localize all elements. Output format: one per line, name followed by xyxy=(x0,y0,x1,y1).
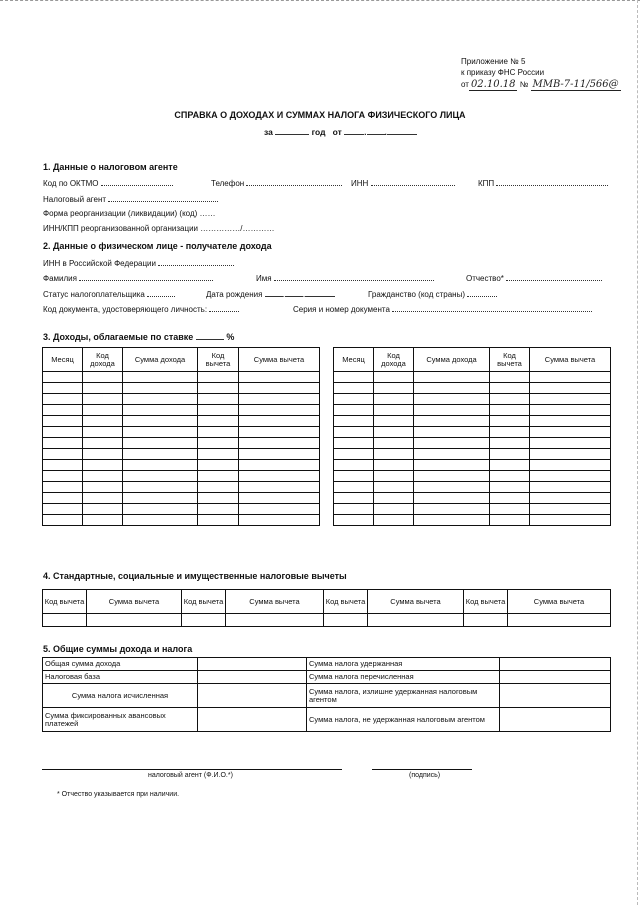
income-row xyxy=(334,416,611,427)
surname-field[interactable] xyxy=(79,273,213,281)
income-cell[interactable] xyxy=(83,471,123,482)
income-cell[interactable] xyxy=(334,438,374,449)
doc-code-label: Код документа, удостоверяющего личность: xyxy=(43,305,208,314)
patronymic-label: Отчество* xyxy=(466,274,504,283)
status-field[interactable] xyxy=(147,289,175,297)
doc-series-label: Серия и номер документа xyxy=(293,305,390,314)
income-cell[interactable] xyxy=(83,416,123,427)
income-cell[interactable] xyxy=(414,493,490,504)
income-cell[interactable] xyxy=(83,504,123,515)
s1-reorg-form: Форма реорганизации (ликвидации) (код) …… xyxy=(43,209,216,218)
income-cell[interactable] xyxy=(43,471,83,482)
income-cell[interactable] xyxy=(414,394,490,405)
income-cell[interactable] xyxy=(83,394,123,405)
income-cell[interactable] xyxy=(414,449,490,460)
appendix-date-handwritten: 02.10.18 xyxy=(470,79,516,90)
income-cell[interactable] xyxy=(530,504,611,515)
income-cell[interactable] xyxy=(83,438,123,449)
income-cell[interactable] xyxy=(198,482,239,493)
income-row xyxy=(334,504,611,515)
deduction-code-header: Код вычета xyxy=(464,590,508,614)
income-row xyxy=(43,372,320,383)
income-cell[interactable] xyxy=(414,515,490,526)
income-cell[interactable] xyxy=(123,372,198,383)
tax-transferred-label: Сумма налога перечисленная xyxy=(307,671,500,684)
patronymic-field[interactable] xyxy=(506,273,602,281)
income-cell[interactable] xyxy=(530,416,611,427)
income-cell[interactable] xyxy=(530,460,611,471)
col-deduction-code: Код вычета xyxy=(198,348,239,372)
col-deduction-sum: Сумма вычета xyxy=(239,348,320,372)
income-cell[interactable] xyxy=(334,394,374,405)
income-row xyxy=(334,405,611,416)
scan-right-edge xyxy=(637,0,638,905)
income-cell[interactable] xyxy=(374,460,414,471)
income-cell[interactable] xyxy=(239,493,320,504)
income-cell[interactable] xyxy=(530,383,611,394)
dob-label: Дата рождения xyxy=(206,290,263,299)
income-cell[interactable] xyxy=(83,482,123,493)
income-cell[interactable] xyxy=(334,449,374,460)
income-cell[interactable] xyxy=(83,383,123,394)
signature-line[interactable] xyxy=(372,769,472,770)
col-deduction-code: Код вычета xyxy=(490,348,530,372)
deduction-sum-header: Сумма вычета xyxy=(87,590,182,614)
income-cell[interactable] xyxy=(530,438,611,449)
col-income-sum: Сумма дохода xyxy=(414,348,490,372)
income-row xyxy=(334,438,611,449)
s1-inn xyxy=(351,178,455,188)
fixed-advance-label: Сумма фиксированных авансовых платежей xyxy=(43,708,198,732)
income-cell[interactable] xyxy=(374,427,414,438)
income-row xyxy=(334,482,611,493)
s2-name xyxy=(256,273,434,283)
oktmo-field[interactable] xyxy=(101,178,173,186)
income-cell[interactable] xyxy=(530,515,611,526)
kpp-label: КПП xyxy=(478,179,495,188)
phone-field[interactable] xyxy=(246,178,342,186)
agent-signature-line[interactable] xyxy=(42,769,342,770)
income-cell[interactable] xyxy=(490,427,530,438)
income-cell[interactable] xyxy=(414,482,490,493)
s3-heading xyxy=(43,332,234,342)
income-cell[interactable] xyxy=(43,460,83,471)
phone-label: Телефон xyxy=(211,179,245,188)
income-cell[interactable] xyxy=(239,383,320,394)
income-cell[interactable] xyxy=(530,493,611,504)
income-cell[interactable] xyxy=(83,427,123,438)
income-cell[interactable] xyxy=(374,449,414,460)
income-cell[interactable] xyxy=(198,460,239,471)
deduction-code-header: Код вычета xyxy=(43,590,87,614)
tax-withheld-label: Сумма налога удержанная xyxy=(307,658,500,671)
income-cell[interactable] xyxy=(414,504,490,515)
s3-heading-text: 3. Доходы, облагаемые по ставке xyxy=(43,332,194,342)
inn-rf-field[interactable] xyxy=(158,258,234,266)
income-cell[interactable] xyxy=(123,493,198,504)
income-cell[interactable] xyxy=(239,416,320,427)
income-cell[interactable] xyxy=(414,471,490,482)
deduction-cell[interactable] xyxy=(87,614,182,627)
income-row xyxy=(334,460,611,471)
income-row xyxy=(43,460,320,471)
income-cell[interactable] xyxy=(334,416,374,427)
name-field[interactable] xyxy=(274,273,434,281)
income-cell[interactable] xyxy=(239,471,320,482)
income-row xyxy=(334,372,611,383)
income-row xyxy=(334,515,611,526)
income-cell[interactable] xyxy=(43,449,83,460)
agent-field[interactable] xyxy=(108,194,218,202)
income-cell[interactable] xyxy=(490,416,530,427)
income-cell[interactable] xyxy=(83,372,123,383)
income-cell[interactable] xyxy=(530,482,611,493)
income-cell[interactable] xyxy=(334,471,374,482)
appendix-number-handwritten: ММВ-7-11/566@ xyxy=(532,79,619,90)
income-cell[interactable] xyxy=(374,383,414,394)
income-cell[interactable] xyxy=(490,493,530,504)
income-cell[interactable] xyxy=(530,471,611,482)
tax-not-withheld-label: Сумма налога, не удержанная налоговым агентом xyxy=(307,708,500,732)
s2-heading: 2. Данные о физическом лице - получателе дохода xyxy=(43,241,272,251)
agent-label: Налоговый агент xyxy=(43,195,107,204)
col-month: Месяц xyxy=(334,348,374,372)
income-row xyxy=(334,471,611,482)
col-income-code: Код дохода xyxy=(83,348,123,372)
name-label: Имя xyxy=(256,274,272,283)
income-cell[interactable] xyxy=(239,515,320,526)
income-cell[interactable] xyxy=(123,482,198,493)
income-cell[interactable] xyxy=(334,460,374,471)
income-cell[interactable] xyxy=(123,405,198,416)
deduction-cell[interactable] xyxy=(508,614,611,627)
deduction-cell[interactable] xyxy=(368,614,464,627)
rate-field[interactable] xyxy=(196,332,224,340)
income-cell[interactable] xyxy=(83,460,123,471)
income-cell[interactable] xyxy=(198,416,239,427)
appendix-ot: от xyxy=(461,80,469,89)
deduction-cell[interactable] xyxy=(226,614,324,627)
income-row xyxy=(334,493,611,504)
income-cell[interactable] xyxy=(43,438,83,449)
income-cell[interactable] xyxy=(239,504,320,515)
income-row xyxy=(334,383,611,394)
agent-caption: налоговый агент (Ф.И.О.*) xyxy=(148,772,233,779)
income-cell[interactable] xyxy=(43,515,83,526)
income-cell[interactable] xyxy=(239,427,320,438)
income-row xyxy=(334,394,611,405)
income-cell[interactable] xyxy=(239,438,320,449)
income-cell[interactable] xyxy=(374,493,414,504)
income-cell[interactable] xyxy=(414,438,490,449)
kpp-field[interactable] xyxy=(496,178,608,186)
income-cell[interactable] xyxy=(414,372,490,383)
income-cell[interactable] xyxy=(414,416,490,427)
income-cell[interactable] xyxy=(414,460,490,471)
deduction-code-header: Код вычета xyxy=(324,590,368,614)
col-income-code: Код дохода xyxy=(374,348,414,372)
income-row xyxy=(43,394,320,405)
percent-sign: % xyxy=(226,332,235,342)
income-cell[interactable] xyxy=(123,383,198,394)
s2-surname xyxy=(43,273,213,283)
income-cell[interactable] xyxy=(198,438,239,449)
s2-inn-rf xyxy=(43,258,234,268)
income-row xyxy=(43,405,320,416)
income-cell[interactable] xyxy=(490,504,530,515)
income-cell[interactable] xyxy=(43,405,83,416)
income-cell[interactable] xyxy=(374,394,414,405)
tax-calculated-value[interactable] xyxy=(198,684,307,708)
income-cell[interactable] xyxy=(43,372,83,383)
income-cell[interactable] xyxy=(414,405,490,416)
income-cell[interactable] xyxy=(334,427,374,438)
income-cell[interactable] xyxy=(334,504,374,515)
income-cell[interactable] xyxy=(198,449,239,460)
income-table-right xyxy=(333,347,611,526)
document-title: СПРАВКА О ДОХОДАХ И СУММАХ НАЛОГА ФИЗИЧЕСКОГО ЛИЦА xyxy=(174,110,466,120)
tax-base-label: Налоговая база xyxy=(43,671,198,684)
signature-caption: (подпись) xyxy=(409,772,441,779)
income-cell[interactable] xyxy=(334,515,374,526)
income-cell[interactable] xyxy=(490,372,530,383)
income-cell[interactable] xyxy=(239,372,320,383)
s1-heading: 1. Данные о налоговом агенте xyxy=(43,162,178,172)
s2-dob: Дата рождения . . xyxy=(206,289,335,299)
income-cell[interactable] xyxy=(414,383,490,394)
tax-base-value[interactable] xyxy=(198,671,307,684)
income-cell[interactable] xyxy=(83,515,123,526)
income-cell[interactable] xyxy=(83,405,123,416)
income-cell[interactable] xyxy=(43,416,83,427)
income-row xyxy=(43,515,320,526)
deduction-sum-header: Сумма вычета xyxy=(226,590,324,614)
deduction-cell[interactable] xyxy=(464,614,508,627)
period-god: год xyxy=(311,127,326,137)
footnote: * Отчество указывается при наличии. xyxy=(57,791,180,798)
income-cell[interactable] xyxy=(198,405,239,416)
income-cell[interactable] xyxy=(123,449,198,460)
deduction-cell[interactable] xyxy=(43,614,87,627)
income-row xyxy=(43,416,320,427)
income-row xyxy=(334,449,611,460)
tax-not-withheld-value[interactable] xyxy=(500,708,611,732)
income-cell[interactable] xyxy=(43,394,83,405)
appendix-line-1: Приложение № 5 xyxy=(461,57,526,66)
income-cell[interactable] xyxy=(198,394,239,405)
income-cell[interactable] xyxy=(239,405,320,416)
income-cell[interactable] xyxy=(530,372,611,383)
citizenship-label: Гражданство (код страны) xyxy=(368,290,465,299)
s1-kpp xyxy=(478,178,608,188)
income-cell[interactable] xyxy=(83,493,123,504)
income-cell[interactable] xyxy=(123,427,198,438)
income-cell[interactable] xyxy=(123,394,198,405)
total-income-value[interactable] xyxy=(198,658,307,671)
income-cell[interactable] xyxy=(490,394,530,405)
status-label: Статус налогоплательщика xyxy=(43,290,145,299)
income-cell[interactable] xyxy=(198,383,239,394)
income-cell[interactable] xyxy=(490,471,530,482)
agent-inn-label: ИНН xyxy=(351,179,369,188)
fixed-advance-value[interactable] xyxy=(198,708,307,732)
income-row xyxy=(43,449,320,460)
income-cell[interactable] xyxy=(83,449,123,460)
income-cell[interactable] xyxy=(334,383,374,394)
income-cell[interactable] xyxy=(490,449,530,460)
scan-top-edge xyxy=(0,0,640,2)
deduction-cell[interactable] xyxy=(182,614,226,627)
income-row xyxy=(43,383,320,394)
s2-doc-series xyxy=(293,304,592,314)
income-cell[interactable] xyxy=(334,372,374,383)
income-cell[interactable] xyxy=(43,383,83,394)
income-cell[interactable] xyxy=(198,471,239,482)
appendix-line-2: к приказу ФНС России xyxy=(461,68,545,77)
income-cell[interactable] xyxy=(490,438,530,449)
deductions-table xyxy=(42,589,611,627)
totals-table xyxy=(42,657,611,732)
income-cell[interactable] xyxy=(43,427,83,438)
period-line: за год от . . xyxy=(264,127,417,137)
doc-series-field[interactable] xyxy=(392,304,592,312)
s4-heading: 4. Стандартные, социальные и имущественные налоговые вычеты xyxy=(43,571,347,581)
s2-status xyxy=(43,289,175,299)
period-ot: от xyxy=(332,127,342,137)
income-cell[interactable] xyxy=(530,405,611,416)
income-cell[interactable] xyxy=(374,372,414,383)
income-row xyxy=(43,427,320,438)
s2-citizenship xyxy=(368,289,497,299)
s2-patronymic xyxy=(466,273,602,283)
income-cell[interactable] xyxy=(239,482,320,493)
tax-transferred-value[interactable] xyxy=(500,671,611,684)
income-cell[interactable] xyxy=(530,449,611,460)
income-cell[interactable] xyxy=(239,449,320,460)
income-cell[interactable] xyxy=(123,471,198,482)
col-deduction-sum: Сумма вычета xyxy=(530,348,611,372)
col-income-sum: Сумма дохода xyxy=(123,348,198,372)
income-cell[interactable] xyxy=(123,460,198,471)
appendix-no: № xyxy=(519,80,529,89)
s5-heading: 5. Общие суммы дохода и налога xyxy=(43,644,193,654)
appendix-line-3 xyxy=(461,79,621,90)
income-cell[interactable] xyxy=(334,405,374,416)
deduction-code-header: Код вычета xyxy=(182,590,226,614)
income-cell[interactable] xyxy=(530,394,611,405)
income-cell[interactable] xyxy=(374,471,414,482)
income-row xyxy=(43,504,320,515)
income-cell[interactable] xyxy=(198,372,239,383)
deduction-sum-header: Сумма вычета xyxy=(508,590,611,614)
income-cell[interactable] xyxy=(239,460,320,471)
income-row xyxy=(43,471,320,482)
s2-doc-code xyxy=(43,304,239,314)
income-cell[interactable] xyxy=(490,405,530,416)
deduction-cell[interactable] xyxy=(324,614,368,627)
total-income-label: Общая сумма дохода xyxy=(43,658,198,671)
income-cell[interactable] xyxy=(374,438,414,449)
income-cell[interactable] xyxy=(123,438,198,449)
income-cell[interactable] xyxy=(374,482,414,493)
income-cell[interactable] xyxy=(123,416,198,427)
income-cell[interactable] xyxy=(490,515,530,526)
s1-agent xyxy=(43,194,218,204)
income-cell[interactable] xyxy=(490,383,530,394)
tax-calculated-label: Сумма налога исчисленная xyxy=(43,684,198,708)
agent-inn-field[interactable] xyxy=(371,178,455,186)
income-cell[interactable] xyxy=(43,504,83,515)
income-cell[interactable] xyxy=(123,504,198,515)
s1-oktmo xyxy=(43,178,173,188)
tax-withheld-value[interactable] xyxy=(500,658,611,671)
income-cell[interactable] xyxy=(374,504,414,515)
income-cell[interactable] xyxy=(43,493,83,504)
doc-code-field[interactable] xyxy=(209,304,239,312)
oktmo-label: Код по ОКТМО xyxy=(43,179,99,188)
surname-label: Фамилия xyxy=(43,274,77,283)
income-cell[interactable] xyxy=(530,427,611,438)
income-cell[interactable] xyxy=(198,504,239,515)
income-cell[interactable] xyxy=(490,460,530,471)
income-cell[interactable] xyxy=(334,482,374,493)
income-cell[interactable] xyxy=(374,416,414,427)
period-za: за xyxy=(264,127,273,137)
income-cell[interactable] xyxy=(490,482,530,493)
income-cell[interactable] xyxy=(374,515,414,526)
income-table-left xyxy=(42,347,320,526)
citizenship-field[interactable] xyxy=(467,289,497,297)
deduction-sum-header: Сумма вычета xyxy=(368,590,464,614)
tax-overwithheld-label: Сумма налога, излишне удержанная налоговым агентом xyxy=(307,684,500,708)
inn-rf-label: ИНН в Российской Федерации xyxy=(43,259,156,268)
income-cell[interactable] xyxy=(198,493,239,504)
income-row xyxy=(334,427,611,438)
tax-overwithheld-value[interactable] xyxy=(500,684,611,708)
income-cell[interactable] xyxy=(239,394,320,405)
income-cell[interactable] xyxy=(43,482,83,493)
col-month: Месяц xyxy=(43,348,83,372)
s1-reorg-innkpp: ИНН/КПП реорганизованной организации ……………/………… xyxy=(43,224,275,233)
income-row xyxy=(43,493,320,504)
income-cell[interactable] xyxy=(374,405,414,416)
income-cell[interactable] xyxy=(123,515,198,526)
s1-phone xyxy=(211,178,342,188)
income-cell[interactable] xyxy=(334,493,374,504)
income-cell[interactable] xyxy=(198,515,239,526)
income-cell[interactable] xyxy=(198,427,239,438)
income-row xyxy=(43,438,320,449)
income-cell[interactable] xyxy=(414,427,490,438)
income-row xyxy=(43,482,320,493)
